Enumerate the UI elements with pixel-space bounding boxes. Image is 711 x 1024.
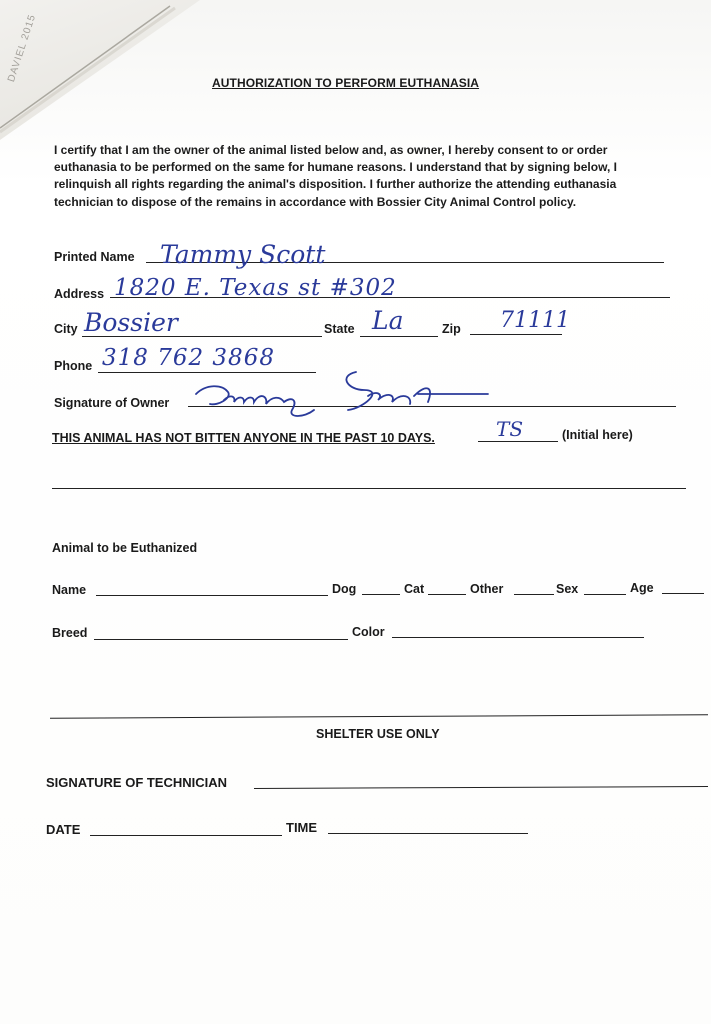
other-label: Other [470,582,504,596]
phone-label: Phone [54,359,93,373]
color-field[interactable] [392,637,644,638]
sex-field[interactable] [584,594,626,595]
bite-statement-label: THIS ANIMAL HAS NOT BITTEN ANYONE IN THE PAST 10 DAYS. [52,431,435,445]
signature-scribble [188,366,508,426]
zip-line [470,334,562,335]
cat-field[interactable] [428,594,466,595]
animal-name-field[interactable] [96,595,328,596]
color-label: Color [352,625,385,639]
date-label: DATE [46,822,81,837]
zip-label: Zip [442,322,461,336]
animal-section-title: Animal to be Euthanized [52,541,198,555]
state-field[interactable]: La [372,306,404,335]
other-field[interactable] [514,594,554,595]
document-title: AUTHORIZATION TO PERFORM EUTHANASIA [212,76,480,90]
city-label: City [54,322,78,336]
breed-field[interactable] [94,639,348,640]
cat-label: Cat [404,582,425,596]
phone-field[interactable]: 318 762 3868 [102,345,275,371]
breed-label: Breed [52,626,88,640]
corner-stamp-text: DAVIEL 2015 [6,12,39,84]
city-field[interactable]: Bossier [84,308,178,337]
state-line [360,336,438,337]
technician-signature-field[interactable] [254,786,708,789]
age-label: Age [630,581,654,595]
printed-name-field[interactable]: Tammy Scott [160,240,326,269]
dog-label: Dog [332,582,357,596]
initials-field[interactable]: TS [496,417,524,441]
state-label: State [324,322,355,336]
dog-field[interactable] [362,594,400,595]
owner-signature-field[interactable] [188,366,508,426]
date-field[interactable] [90,835,282,836]
printed-name-label: Printed Name [54,250,135,264]
sex-label: Sex [556,582,579,596]
time-label: TIME [286,820,318,835]
certification-paragraph: I certify that I am the owner of the animal listed below and, as owner, I hereby consent to or order euthanasia to be performed on the same for humane reasons. I understand that by signing below, I relinquish all rights regarding the animal's disposition. I further authorize the attending euthanasia technician to dispose of the remains in accordance with Bossier City Animal Control policy. [54,143,617,209]
animal-name-label: Name [52,583,87,597]
owner-signature-label: Signature of Owner [54,396,170,410]
zip-field[interactable]: 71111 [500,308,570,333]
initial-hint-label: (Initial here) [562,428,633,442]
technician-signature-label: SIGNATURE OF TECHNICIAN [46,775,228,790]
address-field[interactable]: 1820 E. Texas st #302 [114,275,397,301]
fold-shadow-line [0,0,200,140]
address-label: Address [54,287,105,301]
time-field[interactable] [328,833,528,834]
section-divider-1 [52,488,686,489]
shelter-section-title: SHELTER USE ONLY [316,727,440,741]
initials-line [478,441,558,442]
section-divider-2 [50,714,708,718]
age-field[interactable] [662,593,704,594]
